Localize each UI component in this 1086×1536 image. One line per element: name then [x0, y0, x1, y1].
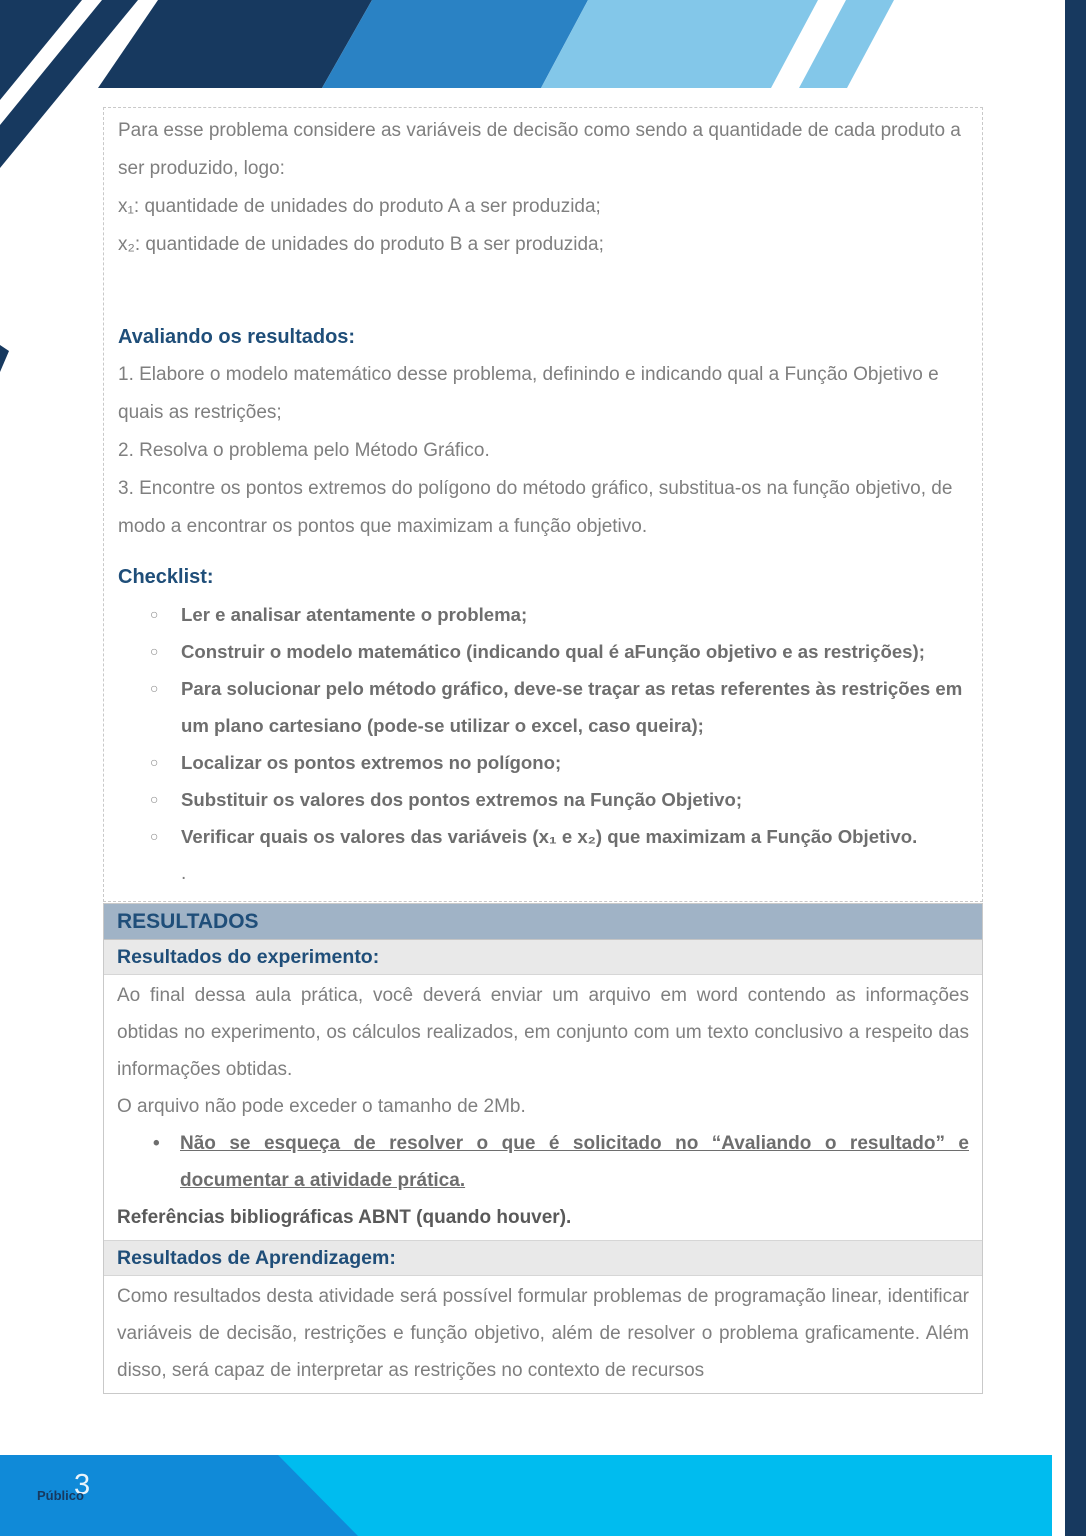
classification-label: Público — [37, 1488, 84, 1503]
checklist-item — [118, 744, 968, 781]
results-header-band: RESULTADOS — [104, 904, 982, 940]
evaluating-item-1: 1. Elabore o modelo matemático desse problema, definindo e indicando qual a Função Objetivo e quais as restrições; — [118, 364, 939, 423]
checklist-item-text: Localizar os pontos extremos no polígono; — [181, 752, 562, 773]
experiment-bullet-item — [117, 1125, 969, 1199]
footer-decoration — [0, 1455, 1086, 1536]
checklist-item-text: Construir o modelo matemático (indicando qual é aFunção objetivo e as restrições); — [181, 641, 925, 662]
circle-bullet-icon: ○ — [150, 791, 159, 807]
experiment-results-subheader: Resultados do experimento: — [104, 940, 982, 975]
checklist-item — [118, 633, 968, 670]
checklist-heading: Checklist: — [118, 566, 214, 588]
variable-x2: x₂: quantidade de unidades do produto B a ser produzida; — [118, 234, 604, 255]
experiment-paragraph-1: Ao final dessa aula prática, você deverá enviar um arquivo em word contendo as informações obtidas no experimento, os cálculos realizados, em conjunto com um texto conclusivo a respeito das informações obtidas. — [117, 985, 969, 1080]
evaluating-item-3: 3. Encontre os pontos extremos do polígono do método gráfico, substitua-os na função objetivo, de modo a encontrar os pontos que maximizam a função objetivo. — [118, 478, 953, 537]
checklist-item — [118, 781, 968, 818]
experiment-paragraph-2: O arquivo não pode exceder o tamanho de 2Mb. — [117, 1096, 526, 1117]
results-section — [103, 903, 983, 1394]
header-navy-sliver — [0, 345, 9, 372]
circle-bullet-icon: ○ — [150, 828, 159, 844]
evaluating-item-2: 2. Resolva o problema pelo Método Gráfico. — [118, 440, 490, 461]
learning-paragraph: Como resultados desta atividade será possível formular problemas de programação linear, identificar variáveis de decisão, restrições e função objetivo, além de resolver o problema graficamente. Além disso, será capaz de interpretar as restrições no contexto de recursos — [117, 1286, 969, 1381]
experiment-results-body — [104, 975, 982, 1241]
evaluating-results-heading: Avaliando os resultados: — [118, 326, 356, 348]
learning-results-body — [104, 1276, 982, 1393]
dot-bullet-icon: • — [153, 1133, 160, 1154]
spacer — [118, 264, 968, 318]
bibliographic-references: Referências bibliográficas ABNT (quando houver). — [117, 1207, 572, 1228]
circle-bullet-icon: ○ — [150, 754, 159, 770]
experiment-bullet-text: Não se esqueça de resolver o que é solicitado no “Avaliando o resultado” e documentar a atividade prática. — [180, 1133, 969, 1191]
checklist-item — [118, 670, 968, 744]
header-light-blue-band — [541, 0, 818, 88]
header-light-blue-stripe — [799, 0, 894, 88]
checklist-item — [118, 596, 968, 633]
circle-bullet-icon: ○ — [150, 680, 159, 696]
checklist-item-text: Substituir os valores dos pontos extremos na Função Objetivo; — [181, 789, 743, 810]
variable-x1: x₁: quantidade de unidades do produto A a ser produzida; — [118, 196, 601, 217]
circle-bullet-icon: ○ — [150, 643, 159, 659]
circle-bullet-icon: ○ — [150, 606, 159, 622]
spacer — [118, 546, 968, 558]
checklist-item-text: Para solucionar pelo método gráfico, deve-se traçar as retas referentes às restrições em um plano cartesiano (pode-se utilizar o excel, caso queira); — [181, 678, 963, 736]
footer — [0, 1455, 1086, 1536]
checklist-item — [118, 818, 968, 855]
trailing-dot: . — [181, 863, 187, 884]
learning-results-subheader: Resultados de Aprendizagem: — [104, 1241, 982, 1276]
problem-intro: Para esse problema considere as variáveis de decisão como sendo a quantidade de cada produto a ser produzido, logo: — [118, 120, 961, 179]
page-number: 3 — [74, 1469, 91, 1501]
right-edge-bar — [1065, 0, 1086, 1536]
problem-box — [103, 107, 983, 902]
checklist-item-text: Ler e analisar atentamente o problema; — [181, 604, 528, 625]
checklist-item-text: Verificar quais os valores das variáveis (x₁ e x₂) que maximizam a Função Objetivo. — [181, 826, 918, 847]
